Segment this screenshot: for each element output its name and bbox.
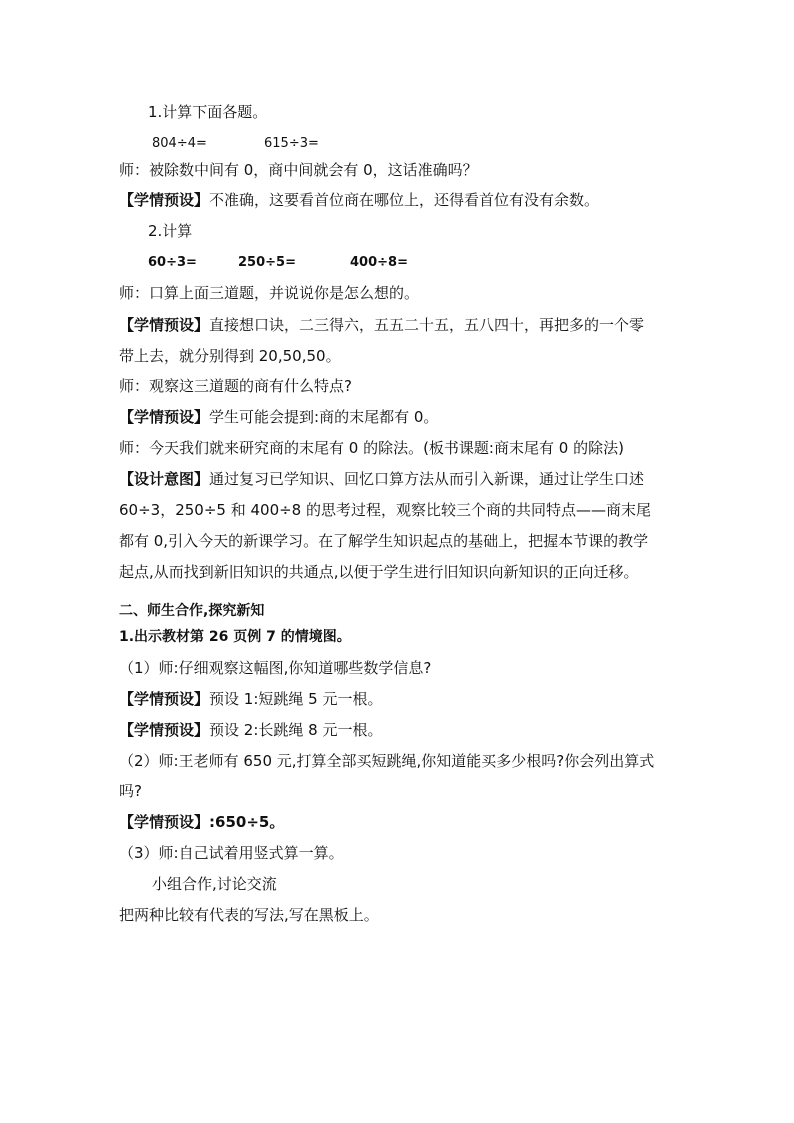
exercise-1-heading: 1.计算下面各题。 <box>148 103 268 121</box>
preset-tag: 【学情预设】 <box>119 408 210 426</box>
textbook-reference: 1.出示教材第 26 页例 7 的情境图。 <box>119 629 351 645</box>
equation-60: 60÷3= <box>148 255 197 270</box>
sub-question-2-continued: 吗? <box>119 782 142 800</box>
teacher-question-2: 师：口算上面三道题，并说说你是怎么想的。 <box>119 284 420 302</box>
teacher-intro: 师：今天我们就来研究商的末尾有 0 的除法。(板书课题:商末尾有 0 的除法) <box>119 439 624 457</box>
group-work: 小组合作,讨论交流 <box>152 875 277 893</box>
preset-6 <box>119 812 284 832</box>
preset-5 <box>119 720 382 740</box>
preset-text: 学生可能会提到:商的末尾都有 0。 <box>209 408 439 426</box>
equation-804: 804÷4= <box>152 136 207 151</box>
design-intent-line-3: 都有 0,引入今天的新课学习。在了解学生知识起点的基础上，把握本节课的教学 <box>119 532 649 550</box>
design-intent-tag: 【设计意图】 <box>119 470 210 488</box>
blackboard-note: 把两种比较有代表的写法,写在黑板上。 <box>119 906 379 924</box>
sub-question-2: （2）师:王老师有 650 元,打算全部买短跳绳,你知道能买多少根吗?你会列出算式 <box>119 752 655 770</box>
preset-tag: 【学情预设】 <box>119 813 210 831</box>
preset-text: 预设 2:长跳绳 8 元一根。 <box>209 721 383 739</box>
design-intent-line-2: 60÷3，250÷5 和 400÷8 的思考过程，观察比较三个商的共同特点——商末尾 <box>119 501 651 519</box>
preset-text: :650÷5。 <box>209 813 285 831</box>
preset-1 <box>119 190 599 210</box>
section-2-heading: 二、师生合作,探究新知 <box>119 603 265 619</box>
sub-question-1: （1）师:仔细观察这幅图,你知道哪些数学信息? <box>119 659 432 677</box>
preset-2-continued: 带上去，就分别得到 20,50,50。 <box>119 347 341 365</box>
preset-tag: 【学情预设】 <box>119 191 210 209</box>
preset-3 <box>119 407 438 427</box>
teacher-question-1: 师：被除数中间有 0，商中间就会有 0，这话准确吗？ <box>119 161 478 179</box>
preset-tag: 【学情预设】 <box>119 690 210 708</box>
preset-text: 直接想口诀，二三得六，五五二十五，五八四十，再把多的一个零 <box>209 316 645 334</box>
equation-615: 615÷3= <box>264 136 319 151</box>
equation-400: 400÷8= <box>350 255 408 270</box>
preset-2 <box>119 315 644 335</box>
teacher-question-3: 师：观察这三道题的商有什么特点? <box>119 377 352 395</box>
design-intent <box>119 469 644 489</box>
preset-text: 不准确，这要看首位商在哪位上，还得看首位有没有余数。 <box>209 191 600 209</box>
preset-tag: 【学情预设】 <box>119 316 210 334</box>
design-intent-line-4: 起点,从而找到新旧知识的共通点,以便于学生进行旧知识向新知识的正向迁移。 <box>119 563 639 581</box>
equation-250: 250÷5= <box>238 255 296 270</box>
preset-tag: 【学情预设】 <box>119 721 210 739</box>
preset-text: 预设 1:短跳绳 5 元一根。 <box>209 690 383 708</box>
sub-question-3: （3）师:自己试着用竖式算一算。 <box>119 844 344 862</box>
design-intent-text: 通过复习已学知识、回忆口算方法从而引入新课，通过让学生口述 <box>209 470 645 488</box>
preset-4 <box>119 689 382 709</box>
exercise-2-heading: 2.计算 <box>148 222 193 240</box>
